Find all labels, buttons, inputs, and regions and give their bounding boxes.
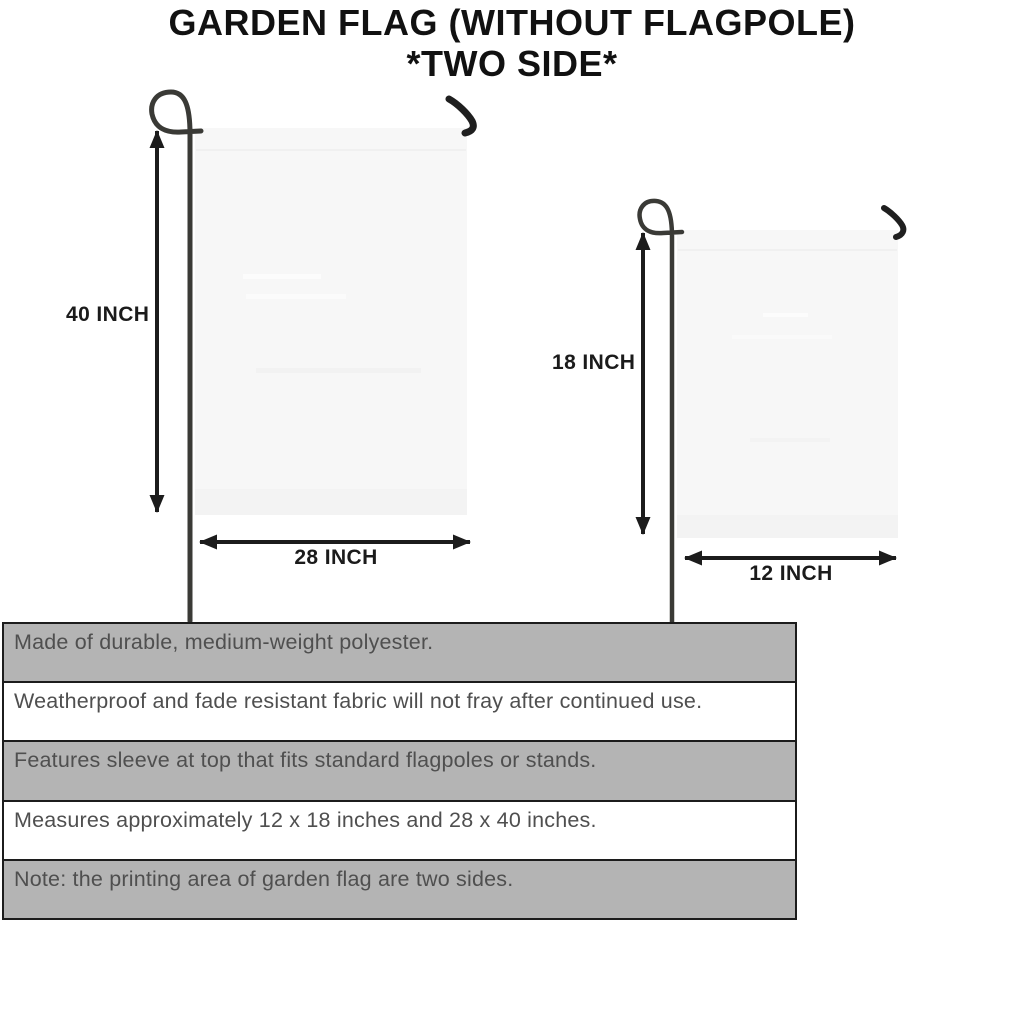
feature-row [4,742,795,801]
feature-text: Features sleeve at top that fits standard flagpoles or stands. [14,748,597,773]
page-title-line2: *TWO SIDE* [406,43,618,84]
small-flag-bottom-band [677,515,898,538]
feature-text: Made of durable, medium-weight polyester. [14,630,434,654]
fold-highlight [243,274,321,279]
small-flag [677,230,898,538]
fold-highlight [763,313,808,317]
fold-shadow [750,438,830,442]
feature-row [4,683,795,742]
large-flag-hook-icon [449,99,473,133]
feature-text: Weatherproof and fade resistant fabric will not fray after continued use. [14,689,703,714]
feature-row [4,624,795,683]
feature-row [4,802,795,861]
page-title-line1: GARDEN FLAG (WITHOUT FLAGPOLE) [168,2,856,43]
small-flag-group [640,201,904,624]
small-flag-height-label: 18 INCH [552,351,636,374]
small-flag-width-label: 12 INCH [749,562,833,585]
large-flag-group [152,92,474,621]
large-flag-bottom-band [195,489,467,515]
feature-list [2,622,797,920]
fold-shadow [256,368,421,373]
fold-highlight [246,294,346,299]
feature-text: Measures approximately 12 x 18 inches and 28 x 40 inches. [14,807,597,832]
fold-highlight [732,335,832,339]
large-flag [195,128,467,515]
large-flag-width-label: 28 INCH [294,546,378,569]
small-flagpole-icon [640,201,682,624]
feature-text: Note: the printing area of garden flag are two sides. [14,866,514,891]
feature-row [4,861,795,918]
large-flag-height-label: 40 INCH [66,303,150,326]
large-flagpole-icon [152,92,201,621]
